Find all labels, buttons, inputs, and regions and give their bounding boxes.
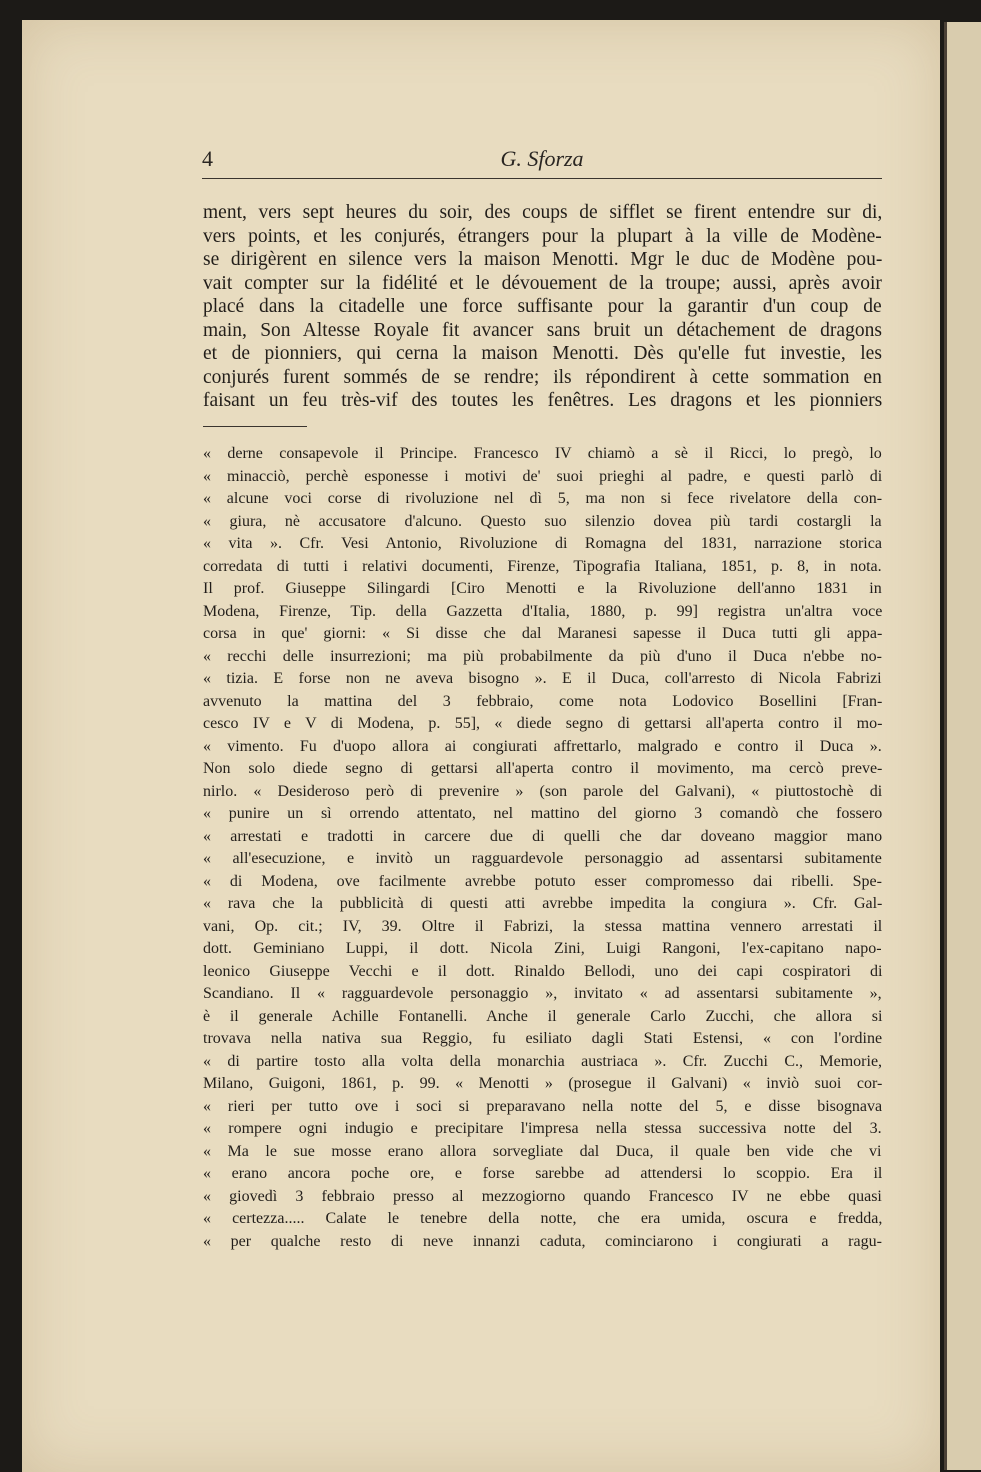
footnote-line: trovava nella nativa sua Reggio, fu esiliato dagli Stati Estensi, « con l'ordine xyxy=(203,1030,883,1047)
footnote xyxy=(203,443,882,1253)
footnote-line: cesco IV e V di Modena, p. 55], « diede segno di gettarsi all'aperta contro il mo- xyxy=(203,715,883,732)
body-line: main, Son Altesse Royale fit avancer sans bruit un détachement de dragons xyxy=(203,319,882,341)
footnote-line: Non solo diede segno di gettarsi all'aperta contro il movimento, ma cercò preve- xyxy=(203,760,883,777)
footnote-line: avvenuto la mattina del 3 febbraio, come nota Lodovico Bosellini [Fran- xyxy=(203,692,883,710)
footnote-line: vani, Op. cit.; IV, 39. Oltre il Fabrizi, la stessa mattina vennero arrestati il xyxy=(203,917,883,935)
adjacent-page-edge xyxy=(944,22,981,1470)
footnote-line: nirlo. « Desideroso però di prevenire » (son parole del Galvani), « piuttostochè di xyxy=(203,782,883,800)
body-line: placé dans la citadelle une force suffisante pour la garantir d'un coup de xyxy=(203,296,882,317)
page-header xyxy=(202,146,882,176)
footnote-line: Il prof. Giuseppe Silingardi [Ciro Menotti e la Rivoluzione dell'anno 1831 in xyxy=(203,580,882,597)
footnote-line: è il generale Achille Fontanelli. Anche il generale Carlo Zucchi, che allora si xyxy=(203,1007,883,1025)
footnote-line: « di partire tosto alla volta della monarchia austriaca ». Cfr. Zucchi C., Memorie, xyxy=(203,1052,883,1070)
footnote-line: « giura, nè accusatore d'alcuno. Questo suo silenzio dovea più tardi costargli la xyxy=(203,512,882,530)
footnote-line: « punire un sì orrendo attentato, nel mattino del giorno 3 comandò che fossero xyxy=(203,805,883,822)
footnote-line: « rompere ogni indugio e precipitare l'impresa nella stessa successiva notte del 3. xyxy=(203,1120,882,1137)
footnote-line: « derne consapevole il Principe. Francesco IV chiamò a sè il Ricci, lo pregò, lo xyxy=(203,445,882,462)
footnote-line: « rieri per tutto ove i soci si preparavano nella notte del 5, e disse bisognava xyxy=(203,1097,883,1115)
footnote-line: corsa in que' giorni: « Si disse che dal Maranesi sapesse il Duca tutti gli appa- xyxy=(203,625,883,642)
footnote-line: « arrestati e tradotti in carcere due di quelli che dar doveano maggior mano xyxy=(203,827,883,845)
body-line: vait compter sur la fidélité et le dévouement de la troupe; aussi, après avoir xyxy=(203,272,882,294)
footnote-line: « erano ancora poche ore, e forse sarebbe ad attendersi lo scoppio. Era il xyxy=(203,1165,883,1182)
footnote-line: « rava che la pubblicità di questi atti avrebbe impedita la congiura ». Cfr. Gal- xyxy=(203,895,883,912)
footnote-line: « di Modena, ove facilmente avrebbe potuto esser compromesso dai ribelli. Spe- xyxy=(203,872,882,890)
body-line: faisant un feu très-vif des toutes les fenêtres. Les dragons et les pionniers xyxy=(203,390,883,411)
body-line: ment, vers sept heures du soir, des coups de sifflet se firent entendre sur di, xyxy=(203,202,883,223)
body-line: se dirigèrent en silence vers la maison Menotti. Mgr le duc de Modène pou- xyxy=(203,249,883,270)
footnote-line: « tizia. E forse non ne aveva bisogno ». E il Duca, coll'arresto di Nicola Fabrizi xyxy=(203,670,882,687)
footnote-line: « all'esecuzione, e invitò un ragguardevole personaggio ad assentarsi subitamente xyxy=(203,850,882,867)
footnote-line: Modena, Firenze, Tip. della Gazzetta d'Italia, 1880, p. 99] registra un'altra voce xyxy=(203,602,883,620)
footnote-line: « certezza..... Calate le tenebre della notte, che era umida, oscura e fredda, xyxy=(203,1210,883,1227)
body-line: et de pionniers, qui cerna la maison Menotti. Dès qu'elle fut investie, les xyxy=(203,343,882,364)
main-text xyxy=(203,201,882,413)
footnote-line: « minacciò, perchè esponesse i motivi de' suoi prieghi al padre, e questi parlò di xyxy=(203,467,883,485)
footnote-line: « recchi delle insurrezioni; ma più probabilmente da più d'uno il Duca n'ebbe no- xyxy=(203,647,882,665)
footnote-line: « giovedì 3 febbraio presso al mezzogiorno quando Francesco IV ne ebbe quasi xyxy=(203,1187,882,1205)
footnote-rule xyxy=(203,426,307,427)
body-line: conjurés furent sommés de se rendre; ils répondirent à cette sommation en xyxy=(203,366,882,388)
footnote-line: corredata di tutti i relativi documenti, Firenze, Tipografia Italiana, 1851, p. 8, in nota. xyxy=(203,557,882,575)
footnote-line: « alcune voci corse di rivoluzione nel dì 5, ma non si fece rivelatore della con- xyxy=(203,490,883,507)
footnote-line: leonico Giuseppe Vecchi e il dott. Rinaldo Bellodi, uno dei capi cospiratori di xyxy=(203,962,883,980)
footnote-line: « vita ». Cfr. Vesi Antonio, Rivoluzione di Romagna del 1831, narrazione storica xyxy=(203,535,882,552)
header-rule xyxy=(202,178,882,179)
running-title: G. Sforza xyxy=(500,146,584,171)
page-number: 4 xyxy=(202,146,213,171)
footnote-line: « vimento. Fu d'uopo allora ai congiurati affrettarlo, malgrado e contro il Duca ». xyxy=(203,737,882,755)
footnote-line: Milano, Guigoni, 1861, p. 99. « Menotti » (prosegue il Galvani) « inviò suoi cor- xyxy=(203,1075,883,1092)
footnote-line: « per qualche resto di neve innanzi caduta, cominciarono i congiurati a ragu- xyxy=(203,1232,882,1250)
footnote-line: « Ma le sue mosse erano allora sorvegliate dal Duca, il quale ben vide che vi xyxy=(203,1142,882,1160)
footnote-line: dott. Geminiano Luppi, il dott. Nicola Zini, Luigi Rangoni, l'ex-capitano napo- xyxy=(203,940,882,957)
body-line: vers points, et les conjurés, étrangers pour la plupart à la ville de Modène- xyxy=(203,225,882,247)
footnote-line: Scandiano. Il « ragguardevole personaggio », invitato « ad assentarsi subitamente », xyxy=(203,985,882,1002)
